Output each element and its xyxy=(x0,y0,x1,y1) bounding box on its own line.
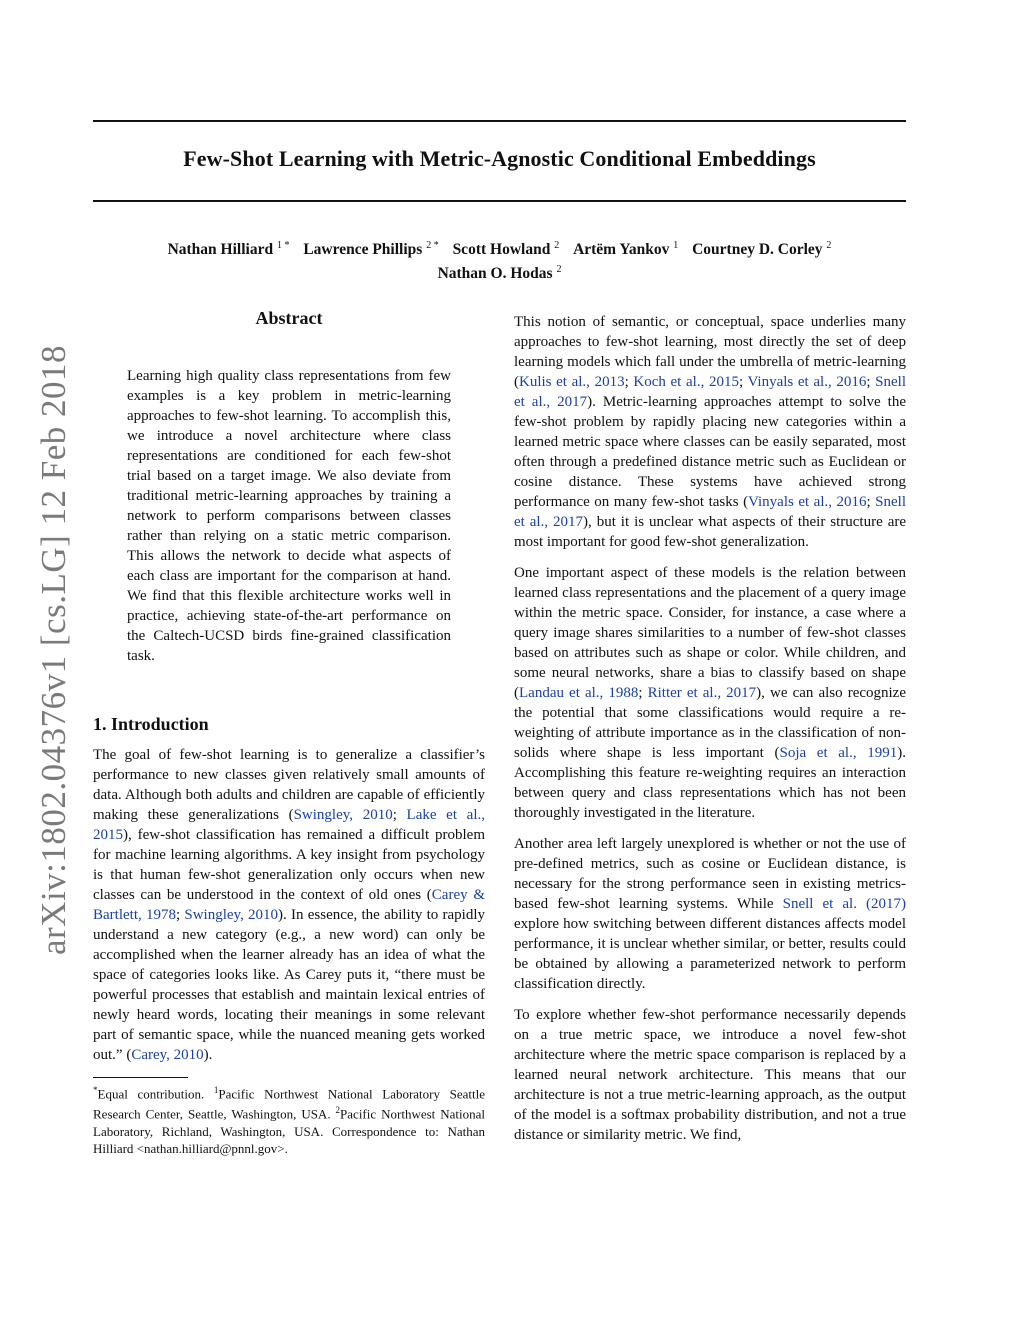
right-column xyxy=(514,312,906,1145)
correspondence: Correspondence to: Nathan Hilliard <nathan.hilliard@pnnl.gov>. xyxy=(93,1123,486,1156)
footnote-divider xyxy=(93,1077,188,1078)
author-2 xyxy=(303,241,438,258)
author-affiliation: 1 * xyxy=(276,240,290,251)
author-4 xyxy=(573,241,678,258)
citation-link[interactable]: Snell et al., 2017 xyxy=(514,374,906,410)
citation-link[interactable]: Swingley, 2010 xyxy=(184,907,279,923)
author-name: Nathan O. Hodas xyxy=(437,265,553,283)
citation-link[interactable]: Carey & Bartlett, 1978 xyxy=(93,887,485,923)
author-affiliation: 2 xyxy=(554,240,560,251)
intro-paragraph: The goal of few-shot learning is to generalize a classifier’s performance to new classes given relatively small amounts of data. Although both adults and children are capable of efficiently making these generalizations (Swingley, 2010; Lake et al., 2015), few-shot classification has remained a difficult problem for machine learning algorithms. A key insight from psychology is that human few-shot generalization only occurs when new classes can be understood in the context of old ones (Carey & Bartlett, 1978; Swingley, 2010). In essence, the ability to rapidly understand a new category (e.g., a new word) can only be accomplished when the learner already has an idea of what the space of categories looks like. As Carey puts it, “there must be powerful processes that establish and maintain lexical entries of newly heard words, locating their meanings in some relevant part of semantic space, while the nuanced meaning gets worked out.” (Carey, 2010). xyxy=(93,747,485,1063)
citation-link[interactable]: Koch et al., 2015 xyxy=(633,374,739,390)
citation-link[interactable]: Kulis et al., 2013 xyxy=(519,374,625,390)
section-heading-introduction: 1. Introduction xyxy=(93,714,209,734)
author-5 xyxy=(692,241,831,258)
author-name: Nathan Hilliard xyxy=(167,241,274,259)
citation-link[interactable]: Vinyals et al., 2016 xyxy=(748,494,867,510)
author-6 xyxy=(438,265,562,282)
author-name: Scott Howland xyxy=(452,241,551,259)
author-name: Courtney D. Corley xyxy=(692,241,823,259)
paper-title: Few-Shot Learning with Metric-Agnostic Conditional Embeddings xyxy=(183,146,816,171)
citation-link[interactable]: Lake et al., 2015 xyxy=(93,807,485,843)
footnote: *Equal contribution. $^1$Pacific Northwest National Laboratory Seattle Research Center, Seattle, Washington, USA. $^2$Pacific Northwest National Laboratory, Richland, Washington, USA. Correspondence to: Nathan Hilliard <nathan.hilliard@pnnl.gov>. xyxy=(93,1085,486,1156)
title-rule-bottom xyxy=(93,200,906,202)
author-affiliation: 1 xyxy=(673,240,679,251)
citation-link[interactable]: Vinyals et al., 2016 xyxy=(747,374,867,390)
author-1 xyxy=(168,241,290,258)
author-3 xyxy=(453,241,560,258)
citation-link[interactable]: Snell et al., 2017 xyxy=(514,494,906,530)
author-affiliation: 2 * xyxy=(426,240,439,251)
citation-link[interactable]: Ritter et al., 2017 xyxy=(647,685,757,701)
author-affiliation: 2 xyxy=(556,264,562,276)
citation-link[interactable]: Landau et al., 1988 xyxy=(519,685,639,701)
body-paragraph: Another area left largely unexplored is whether or not the use of pre-defined metrics, such as cosine or Euclidean distance, is necessary for the strong performance seen in existing metrics-based few-shot learning systems. While Snell et al. (2017) explore how switching between different distances affects model performance, it is unclear whether similar, or better, results could be obtained by allowing a parameterized network to perform classification directly. xyxy=(514,836,906,992)
citation-link[interactable]: Snell et al. (2017) xyxy=(782,896,906,912)
arxiv-identifier: arXiv:1802.04376v1 [cs.LG] 12 Feb 2018 xyxy=(34,344,73,956)
left-column xyxy=(93,308,485,1157)
citation-link[interactable]: Carey, 2010 xyxy=(131,1047,204,1063)
author-affiliation: 2 xyxy=(826,240,832,251)
author-name: Lawrence Phillips xyxy=(303,241,423,259)
citation-link[interactable]: Swingley, 2010 xyxy=(293,807,393,823)
author-list xyxy=(93,236,906,284)
citation-link[interactable]: Soja et al., 1991 xyxy=(779,745,898,761)
title-rule-top xyxy=(93,120,906,122)
abstract-heading: Abstract xyxy=(255,308,323,328)
body-paragraph: One important aspect of these models is the relation between learned class representations and the placement of a query image within the metric space. Consider, for instance, a case where a query image shares similarities to a number of few-shot classes based on attributes such as shape or color. While children, and some neural networks, share a bias to classify based on shape (Landau et al., 1988; Ritter et al., 2017), we can also recognize the potential that some classifications would require a re-weighting of attribute importance as in the classification of non-solids where shape is less important (Soja et al., 1991). Accomplishing this feature re-weighting requires an interaction between query and class representations which has not been thoroughly investigated in the literature. xyxy=(514,565,906,821)
body-paragraph: To explore whether few-shot performance necessarily depends on a true metric space, we introduce a novel few-shot architecture where the metric space comparison is replaced by a learned neural network architecture. This means that our architecture is not a true metric-learning approach, as the output of the model is a softmax probability distribution, and not a true distance or similarity metric. We find, xyxy=(514,1007,906,1143)
body-paragraph: This notion of semantic, or conceptual, space underlies many approaches to few-shot learning, most directly the set of deep learning models which fall under the umbrella of metric-learning (Kulis et al., 2013; Koch et al., 2015; Vinyals et al., 2016; Snell et al., 2017). Metric-learning approaches attempt to solve the few-shot problem by rapidly placing new categories within a learned metric space where classes can be easily separated, most often through a predefined distance metric such as Euclidean or cosine distance. These systems have achieved strong performance on many few-shot tasks (Vinyals et al., 2016; Snell et al., 2017), but it is unclear what aspects of their structure are most important for good few-shot generalization. xyxy=(514,314,906,550)
author-name: Artëm Yankov xyxy=(573,241,670,259)
abstract-text: Learning high quality class representations from few examples is a key problem in metric-learning approaches to few-shot learning. To accomplish this, we introduce a novel architecture where class representations are conditioned for each few-shot trial based on a target image. We also deviate from traditional metric-learning approaches by training a network to perform comparisons between classes rather than relying on a static metric comparison. This allows the network to decide what aspects of each class are important for the comparison at hand. We find that this flexible architecture works well in practice, achieving state-of-the-art performance on the Caltech-UCSD birds fine-grained classification task. xyxy=(127,368,451,664)
